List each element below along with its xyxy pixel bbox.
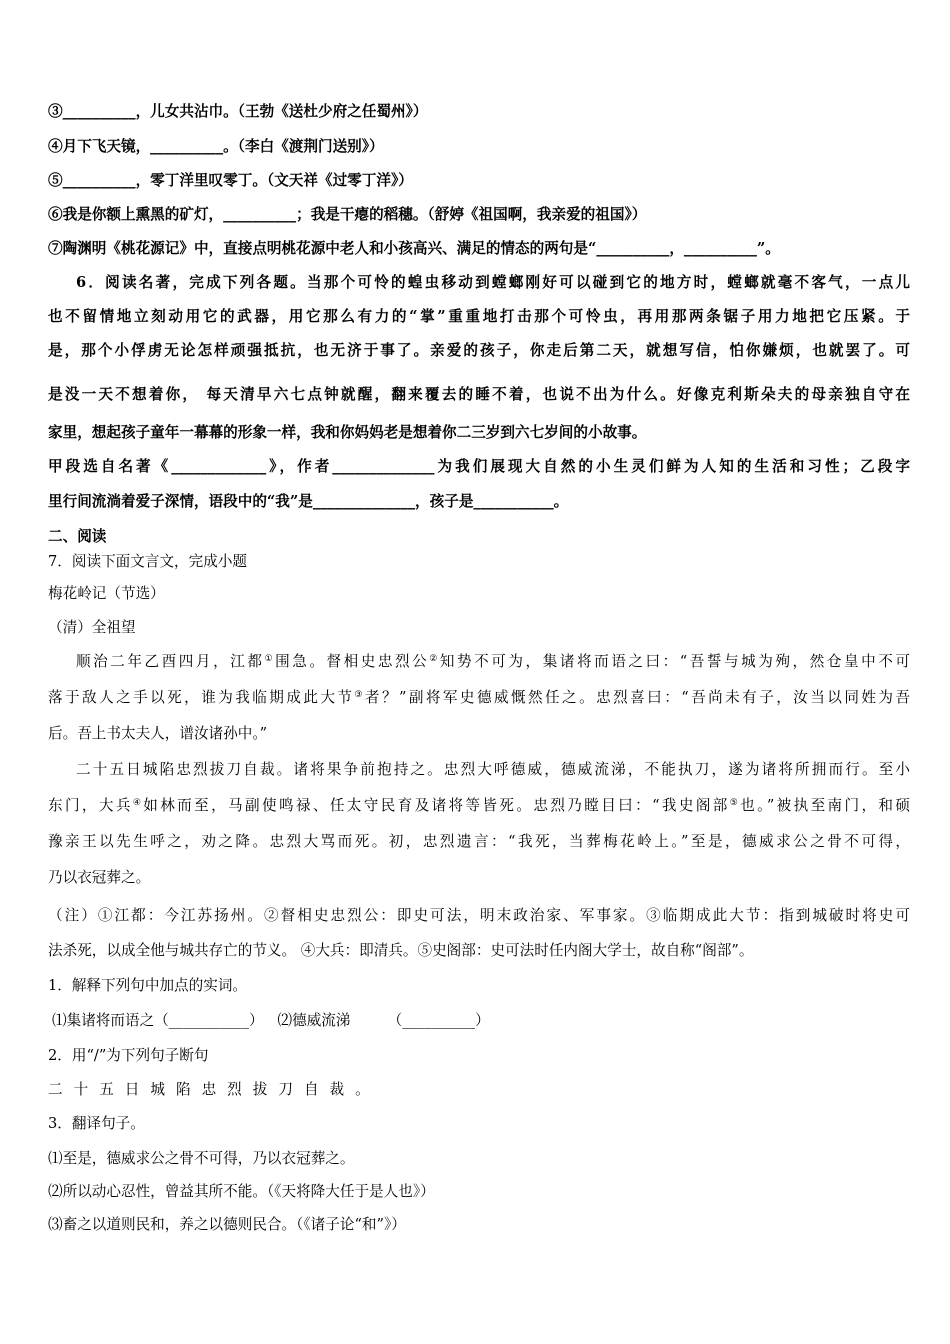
notes-line-2: 法杀死，以成全他与城共存亡的节义。 ④大兵：即清兵。⑤史阁部：史可法时任内阁大学士，故自称“阁部”。 — [48, 942, 754, 959]
translate-item-2: ⑵所以动心忍性，曾益其所不能。（《天将降大任于是人也》） — [48, 1183, 435, 1200]
q6-line-1: 6．阅读名著，完成下列各题。当那个可怜的蝗虫移动到螳螂刚好可以碰到它的地方时，螳螂就毫不客气，一点儿 — [76, 274, 910, 291]
essay-para2-line3: 豫亲王以先生呼之，劝之降。忠烈大骂而死。初，忠烈遗言：“我死，当葬梅花岭上。”至是，德威求公之骨不可得， — [48, 833, 910, 850]
line-poem-6: ⑥我是你额上熏黑的矿灯，__________；我是干瘪的稻穗。（舒婷《祖国啊，我亲爱的祖国》） — [48, 206, 647, 223]
translate-item-1: ⑴至是，德威求公之骨不可得，乃以衣冠葬之。 — [48, 1150, 355, 1167]
text-run: 落于敌人之手以死，谁为我临期成此大节 — [48, 689, 355, 706]
text-run: 东门，大兵 — [48, 797, 133, 814]
notes-line-1: （注）①江都：今江苏扬州。②督相史忠烈公：即史可法，明末政治家、军事家。③临期成此大节：指到城破时将史可 — [48, 907, 910, 924]
sub-question-1-items: ⑴集诸将而语之（___________） ⑵德威流涕 （__________） — [52, 1012, 490, 1029]
essay-author: （清）全祖望 — [48, 619, 136, 636]
essay-title: 梅花岭记（节选） — [48, 585, 165, 602]
essay-para2-line1: 二十五日城陷忠烈拔刀自裁。诸将果争前抱持之。忠烈大呼德威，德威流涕，不能执刀，遂为诸将所拥而行。至小 — [76, 761, 910, 778]
sub-question-2: 2．用“/”为下列句子断句 — [48, 1047, 209, 1064]
essay-para1-line1 — [76, 652, 910, 672]
sub-question-3: 3．翻译句子。 — [48, 1115, 145, 1132]
line-poem-7: ⑦陶渊明《桃花源记》中，直接点明桃花源中老人和小孩高兴、满足的情态的两句是“__________，__________”。 — [48, 240, 780, 257]
line-poem-4: ④月下飞天镜，__________。（李白《渡荆门送别》） — [48, 138, 384, 155]
text-run: 如林而至，马副使鸣禄、任太守民育及诸将等皆死。忠烈乃瞠目曰：“我史阁部 — [143, 797, 730, 814]
text-run: 知势不可为，集诸将而语之曰：“吾誓与城为殉，然仓皇中不可 — [439, 653, 910, 670]
note-marker: ④ — [132, 798, 144, 808]
q6-question-1: 甲段选自名著《_____________》，作者______________为我们展现大自然的小生灵们鲜为人知的生活和习性；乙段字 — [48, 458, 910, 475]
section-title: 二、阅读 — [48, 528, 107, 545]
sub-question-1: 1．解释下列句中加点的实词。 — [48, 977, 248, 994]
note-marker: ② — [429, 654, 440, 664]
q6-question-2: 里行间流淌着爱子深情，语段中的“我”是______________，孩子是___________。 — [48, 493, 569, 510]
line-poem-3: ③__________，儿女共沾巾。（王勃《送杜少府之任蜀州》） — [48, 103, 428, 120]
essay-para1-line2 — [48, 688, 910, 708]
q6-line-2: 也不留情地立刻动用它的武器，用它那么有力的“掌”重重地打击那个可怜虫，再用那两条锯子用力地把它压紧。于 — [48, 308, 910, 325]
text-run: 者？”副将军史德威慨然任之。忠烈喜曰：“吾尚未有子，汝当以同姓为吾 — [364, 689, 910, 706]
q6-line-5: 家里，想起孩子童年一幕幕的形象一样，我和你妈妈老是想着你二三岁到六七岁间的小故事。 — [48, 424, 647, 441]
essay-para1-line3: 后。吾上书太夫人，谱汝诸孙中。” — [48, 725, 268, 742]
note-marker: ⑤ — [729, 798, 741, 808]
translate-item-3: ⑶畜之以道则民和，养之以德则民合。（《诸子论“和”》） — [48, 1216, 406, 1233]
q7-title: 7．阅读下面文言文，完成小题 — [48, 553, 248, 570]
q6-line-4: 是没一天不想着你， 每天清早六七点钟就醒，翻来覆去的睡不着，也说不出为什么。好像克利斯朵夫的母亲独自守在 — [48, 386, 910, 403]
note-marker: ① — [264, 654, 276, 664]
line-poem-5: ⑤__________，零丁洋里叹零丁。（文天祥《过零丁洋》） — [48, 172, 413, 189]
text-run: 顺治二年乙酉四月，江都 — [76, 653, 265, 670]
sub-question-2-sentence: 二十五日城陷忠烈拔刀自裁。 — [48, 1081, 381, 1098]
q6-line-3: 是，那个小俘虏无论怎样顽强抵抗，也无济于事了。亲爱的孩子，你走后第二天，就想写信，怕你嫌烦，也就罢了。可 — [48, 342, 910, 359]
text-run: 围急。督相史忠烈公 — [275, 653, 430, 670]
essay-para2-line2 — [48, 796, 910, 816]
text-run: 也。”被执至南门，和硕 — [740, 797, 910, 814]
note-marker: ③ — [354, 690, 365, 700]
essay-para2-line4: 乃以衣冠葬之。 — [48, 869, 151, 886]
